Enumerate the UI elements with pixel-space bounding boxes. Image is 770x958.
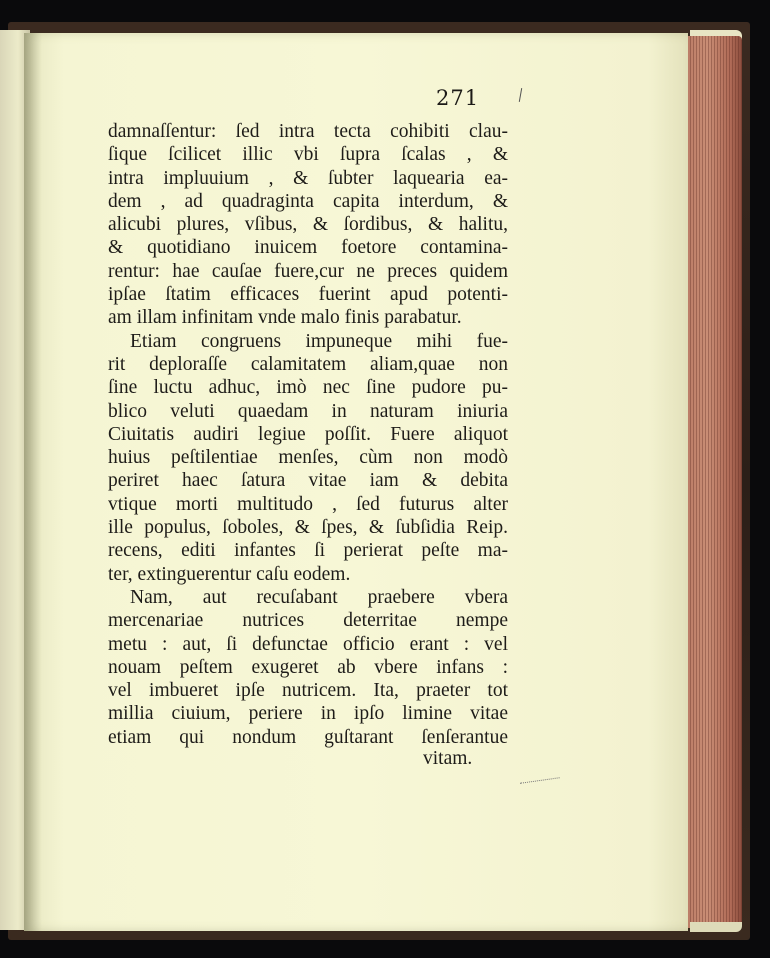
gutter-shadow <box>24 33 42 931</box>
text-line: ille populus, ſoboles, & ſpes, & ſubſidia Reip. <box>108 517 508 539</box>
page-stack-bottom <box>690 922 742 932</box>
text-line: vel imbueret ipſe nutricem. Ita, praeter tot <box>108 680 508 702</box>
text-line: metu : aut, ſi defunctae officio erant : vel <box>108 633 508 655</box>
text-line: periret haec ſatura vitae iam & debita <box>108 470 508 492</box>
fore-edge <box>684 36 742 928</box>
text-line: alicubi plures, vſibus, & ſordibus, & halitu, <box>108 214 508 236</box>
text-line: dem , ad quadraginta capita interdum, & <box>108 190 508 212</box>
page-number: 271 <box>436 86 480 110</box>
text-line: am illam infinitam vnde malo finis parabatur. <box>108 307 462 329</box>
catchword: vitam. <box>423 748 473 769</box>
text-line: rit deploraſſe calamitatem aliam,quae non <box>108 353 508 375</box>
text-line: vtique morti multitudo , ſed futurus alter <box>108 493 508 515</box>
text-line: ter, extinguerentur caſu eodem. <box>108 563 351 585</box>
body-text <box>108 120 508 749</box>
text-line: Nam, aut recuſabant praebere vbera <box>130 586 508 608</box>
text-line: millia ciuium, periere in ipſo limine vitae <box>108 703 508 725</box>
text-line: etiam qui nondum guſtarant ſenſerantue <box>108 726 508 748</box>
text-line: nouam peſtem exugeret ab vbere infans : <box>108 656 508 678</box>
text-line: & quotidiano inuicem foetore contamina- <box>108 237 508 259</box>
text-line: blico veluti quaedam in naturam iniuria <box>108 400 508 422</box>
text-line: Etiam congruens impuneque mihi fue- <box>130 330 508 352</box>
text-line: ſine luctu adhuc, imò nec ſine pudore pu- <box>108 377 508 399</box>
text-line: huius peſtilentiae menſes, cùm non modò <box>108 447 508 469</box>
text-line: damnaſſentur: ſed intra tecta cohibiti clau- <box>108 121 508 142</box>
text-line: intra impluuium , & ſubter laquearia ea- <box>108 167 508 189</box>
text-line: rentur: hae cauſae fuere,cur ne preces quidem <box>108 260 508 282</box>
text-line: recens, editi infantes ſi perierat peſte ma- <box>108 540 508 562</box>
text-line: ſique ſcilicet illic vbi ſupra ſcalas , & <box>108 144 508 166</box>
text-line: mercenariae nutrices deterritae nempe <box>108 610 508 632</box>
text-line: ipſae ſtatim efficaces fuerint apud potenti- <box>108 284 508 306</box>
text-line: Ciuitatis audiri legiue poſſit. Fuere aliquot <box>108 423 508 445</box>
